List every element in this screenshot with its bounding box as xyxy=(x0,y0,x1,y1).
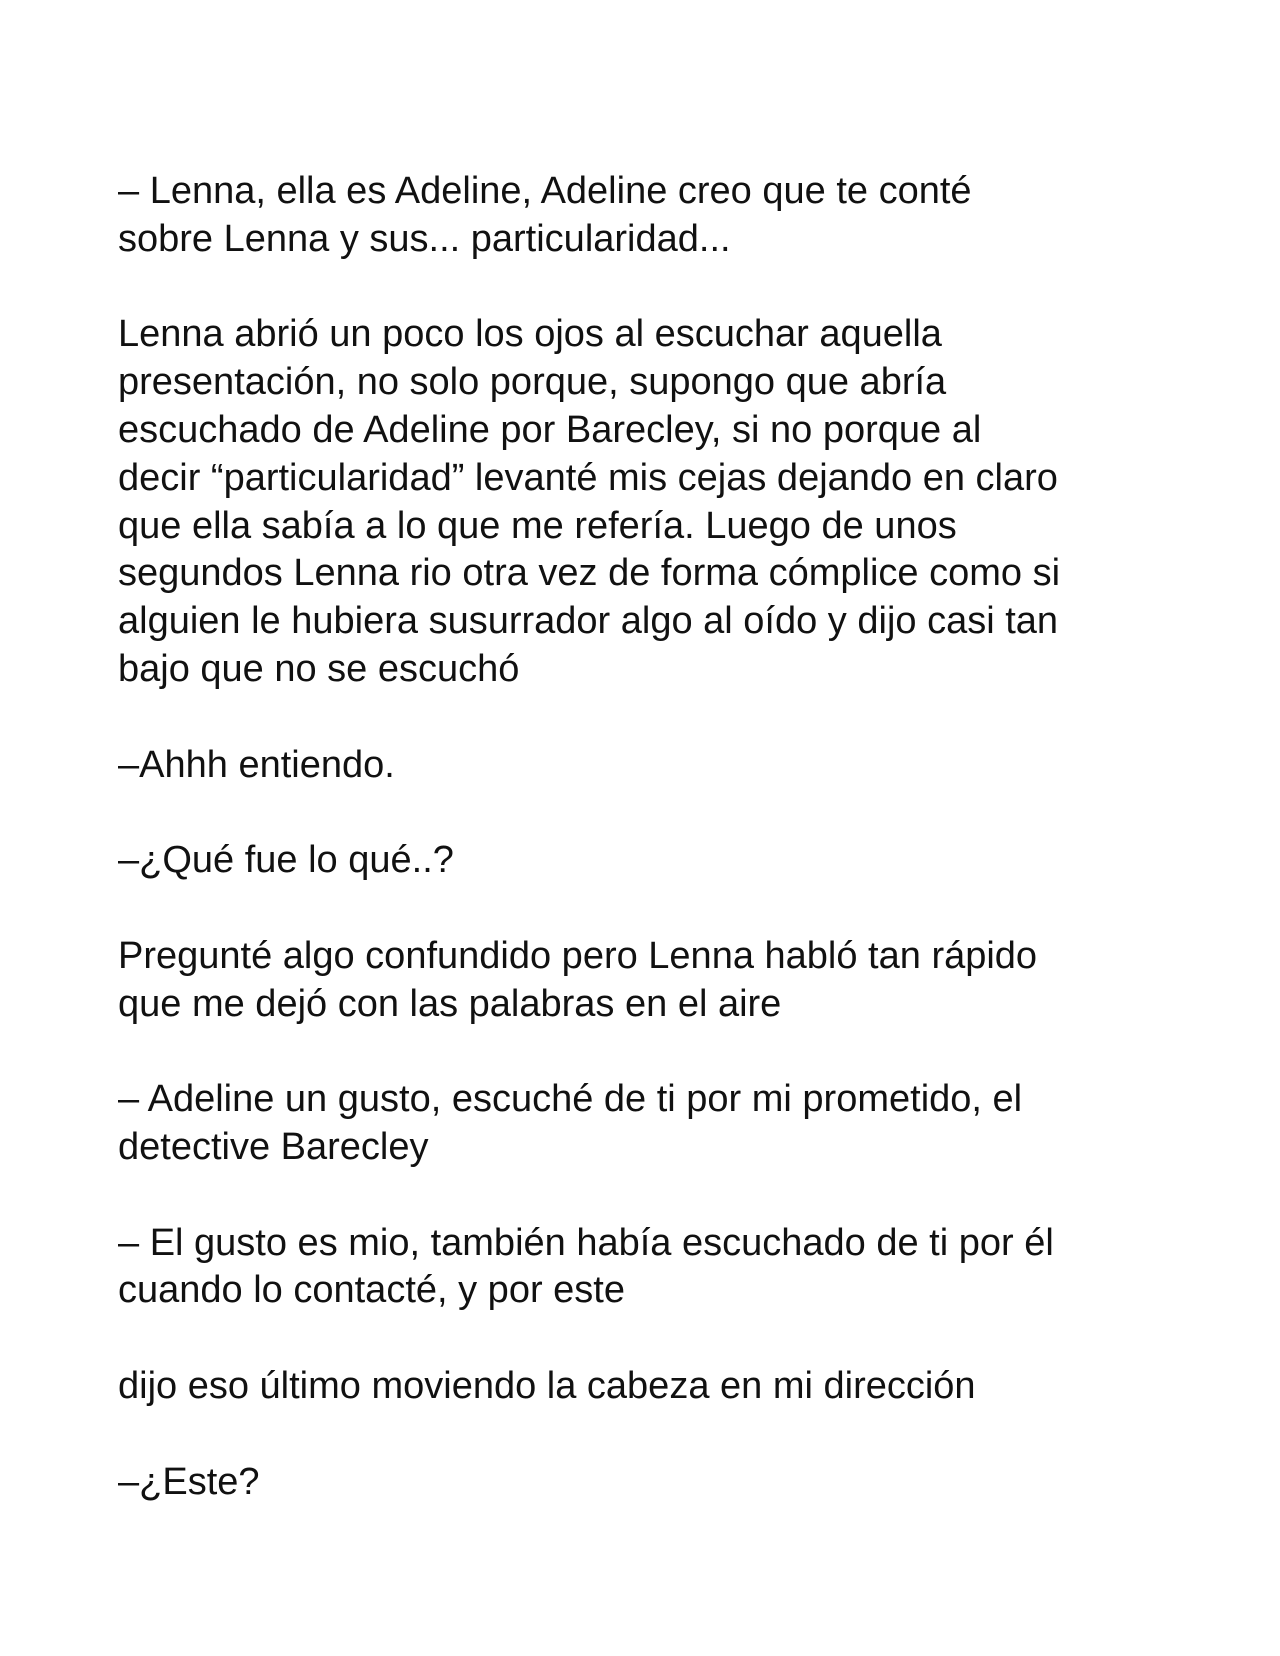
text-line: que ella sabía a lo que me refería. Luego de unos xyxy=(118,504,957,547)
paragraph xyxy=(118,933,1178,1029)
text-line: –¿Qué fue lo qué..? xyxy=(118,839,454,882)
text-line: escuchado de Adeline por Barecley, si no porque al xyxy=(118,408,982,451)
text-line: sobre Lenna y sus... particularidad... xyxy=(118,217,731,260)
text-line: segundos Lenna rio otra vez de forma cómplice como si xyxy=(118,552,1061,595)
text-line: –¿Este? xyxy=(118,1460,260,1503)
text-line: – Adeline un gusto, escuché de ti por mi prometido, el xyxy=(118,1078,1023,1121)
text-line: bajo que no se escuchó xyxy=(118,647,520,690)
paragraph xyxy=(118,1220,1178,1316)
text-line: dijo eso último moviendo la cabeza en mi dirección xyxy=(118,1364,976,1407)
text-line: – El gusto es mio, también había escuchado de ti por él xyxy=(118,1221,1054,1264)
paragraph xyxy=(118,1459,1178,1507)
text-line: Pregunté algo confundido pero Lenna habló tan rápido xyxy=(118,934,1038,977)
paragraph xyxy=(118,1363,1178,1411)
text-line: Lenna abrió un poco los ojos al escuchar aquella xyxy=(118,313,942,356)
text-line: decir “particularidad” levanté mis cejas dejando en claro xyxy=(118,456,1058,499)
document-page xyxy=(118,168,1178,1554)
text-line: detective Barecley xyxy=(118,1125,429,1168)
text-line: – Lenna, ella es Adeline, Adeline creo que te conté xyxy=(118,170,972,212)
text-line: cuando lo contacté, y por este xyxy=(118,1269,625,1312)
text-line: –Ahhh entiendo. xyxy=(118,743,395,786)
text-line: que me dejó con las palabras en el aire xyxy=(118,982,782,1025)
paragraph xyxy=(118,742,1178,790)
text-line: alguien le hubiera susurrador algo al oído y dijo casi tan xyxy=(118,600,1059,643)
text-line: presentación, no solo porque, supongo que abría xyxy=(118,361,947,404)
paragraph xyxy=(118,311,1178,693)
paragraph xyxy=(118,837,1178,885)
paragraph xyxy=(118,168,1178,264)
paragraph xyxy=(118,1076,1178,1172)
